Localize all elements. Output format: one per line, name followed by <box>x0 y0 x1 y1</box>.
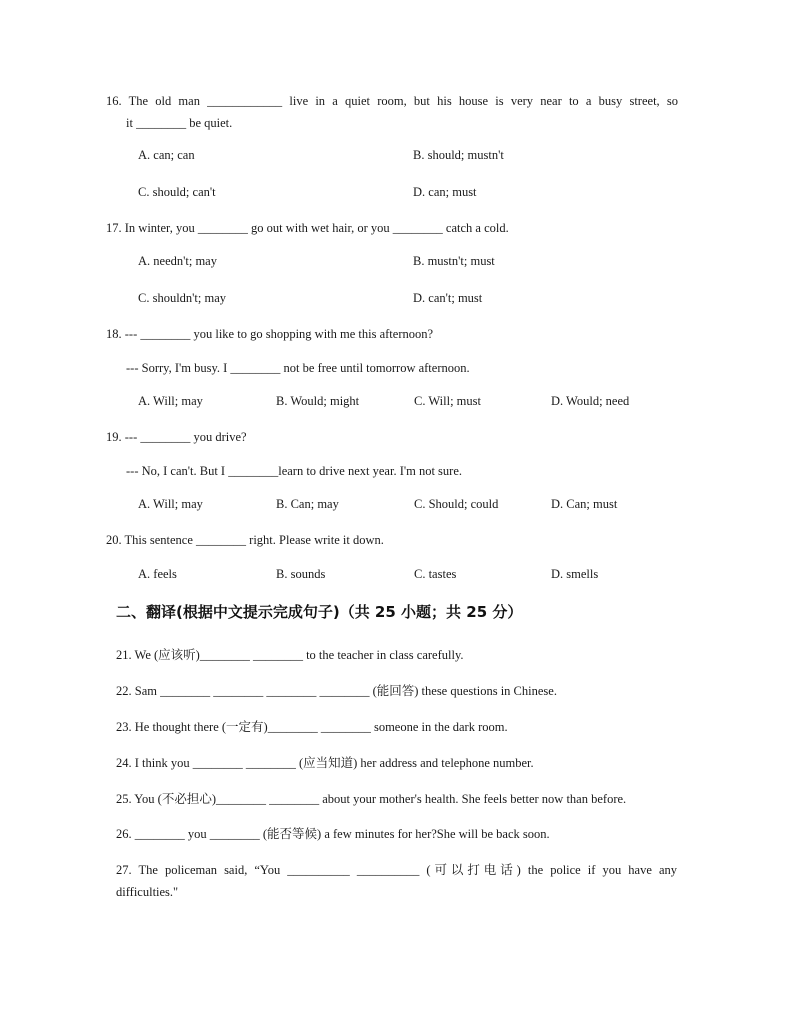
translation-item-25: 25. You (不必担心)________ ________ about your mother's health. She feels better now than before. <box>116 792 627 806</box>
question-18-option-c: C. Will; must <box>414 394 481 408</box>
question-19-option-d: D. Can; must <box>551 497 618 511</box>
question-17-option-c: C. shouldn't; may <box>138 291 227 305</box>
translation-item-26: 26. ________ you ________ (能否等候) a few minutes for her?She will be back soon. <box>116 827 550 841</box>
question-16-stem: 16. The old man ____________ live in a quiet room, but his house is very near to a busy street, so <box>106 94 678 108</box>
translation-item-27-cont: difficulties." <box>116 885 179 899</box>
question-20-option-d: D. smells <box>551 567 599 581</box>
question-20-option-c: C. tastes <box>414 567 457 581</box>
section-2-heading: 二、翻译(根据中文提示完成句子)（共 25 小题；共 25 分） <box>116 603 523 621</box>
question-17-option-a: A. needn't; may <box>138 254 217 268</box>
question-19-stem: 19. --- ________ you drive? <box>106 430 247 444</box>
question-20-option-b: B. sounds <box>276 567 326 581</box>
translation-item-27: 27. The policeman said, “You __________ __________ (可以打电话) the police if you have any <box>116 863 677 877</box>
question-18-option-b: B. Would; might <box>276 394 360 408</box>
question-19-reply: --- No, I can't. But I ________learn to drive next year. I'm not sure. <box>126 464 463 478</box>
question-17-option-d: D. can't; must <box>413 291 483 305</box>
question-18-stem: 18. --- ________ you like to go shopping with me this afternoon? <box>106 327 434 341</box>
question-16-option-b: B. should; mustn't <box>413 148 504 162</box>
translation-item-23: 23. He thought there (一定有)________ ________ someone in the dark room. <box>116 720 508 734</box>
question-16-option-c: C. should; can't <box>138 185 216 199</box>
translation-item-21: 21. We (应该听)________ ________ to the teacher in class carefully. <box>116 648 464 662</box>
question-20-stem: 20. This sentence ________ right. Please write it down. <box>106 533 384 547</box>
translation-item-22: 22. Sam ________ ________ ________ ________ (能回答) these questions in Chinese. <box>116 684 557 698</box>
question-16-stem-cont: it ________ be quiet. <box>126 116 233 130</box>
question-19-option-a: A. Will; may <box>138 497 203 511</box>
question-19-option-c: C. Should; could <box>414 497 499 511</box>
question-18-option-d: D. Would; need <box>551 394 630 408</box>
translation-item-24: 24. I think you ________ ________ (应当知道) her address and telephone number. <box>116 756 534 770</box>
question-18-reply: --- Sorry, I'm busy. I ________ not be free until tomorrow afternoon. <box>126 361 470 375</box>
question-16-option-a: A. can; can <box>138 148 195 162</box>
question-17-option-b: B. mustn't; must <box>413 254 495 268</box>
question-17-stem: 17. In winter, you ________ go out with wet hair, or you ________ catch a cold. <box>106 221 509 235</box>
question-18-option-a: A. Will; may <box>138 394 203 408</box>
question-19-option-b: B. Can; may <box>276 497 339 511</box>
question-16-option-d: D. can; must <box>413 185 477 199</box>
question-20-option-a: A. feels <box>138 567 177 581</box>
